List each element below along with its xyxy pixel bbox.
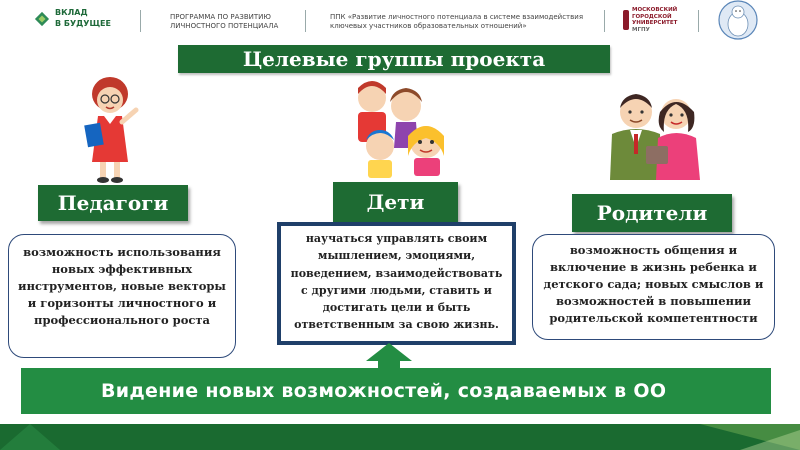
children-label: Дети — [333, 182, 458, 222]
university-name-line3: УНИВЕРСИТЕТ — [632, 20, 678, 26]
header-bar — [0, 0, 800, 40]
vision-banner: Видение новых возможностей, создаваемых в ОО — [21, 368, 771, 414]
teachers-label: Педагоги — [38, 185, 188, 221]
university-name — [632, 7, 677, 33]
ppk-caption-line2: ключевых участников образовательных отношений» — [330, 22, 527, 30]
university-name-line2: ГОРОДСКОЙ — [632, 13, 672, 20]
ppk-caption-line1: ППК «Развитие личностного потенциала в системе взаимодействия — [330, 13, 584, 21]
logo-text-line1: ВКЛАД — [55, 8, 88, 17]
logo-text-line2: В БУДУЩЕЕ — [55, 19, 111, 28]
vklad-logo — [33, 8, 123, 34]
teacher-illustration-icon — [78, 72, 150, 184]
polar-bear-logo-icon — [715, 0, 761, 40]
teachers-description: возможность использования новых эффективных инструментов, новые векторы и горизонты личностного и профессионального роста — [8, 234, 236, 358]
program-caption — [170, 13, 278, 31]
university-logo — [622, 7, 682, 35]
header-divider — [305, 10, 306, 32]
header-divider — [698, 10, 699, 32]
page-title: Целевые группы проекта — [178, 45, 610, 73]
parents-label: Родители — [572, 194, 732, 232]
diamond-logo-icon — [33, 10, 51, 28]
header-divider — [604, 10, 605, 32]
parents-description: возможность общения и включение в жизнь ребенка и детского сада; новых смыслов и возможностей в повышении родительской компетентности — [532, 234, 775, 340]
footer-decoration — [0, 424, 800, 450]
ppk-caption — [330, 13, 583, 31]
header-divider — [140, 10, 141, 32]
children-description: научаться управлять своим мышлением, эмоциями, поведением, взаимодействовать с другими людьми, ставить и достигать цели и быть ответственным за свою жизнь. — [277, 222, 516, 345]
university-emblem-icon — [622, 10, 630, 30]
program-caption-line2: ЛИЧНОСТНОГО ПОТЕНЦИАЛА — [170, 22, 279, 30]
parents-illustration-icon — [602, 88, 710, 184]
university-name-line4: МГПУ — [632, 26, 650, 33]
university-name-line1: МОСКОВСКИЙ — [632, 7, 678, 13]
program-caption-line1: ПРОГРАММА ПО РАЗВИТИЮ — [170, 13, 271, 21]
children-illustration-icon — [350, 76, 450, 180]
